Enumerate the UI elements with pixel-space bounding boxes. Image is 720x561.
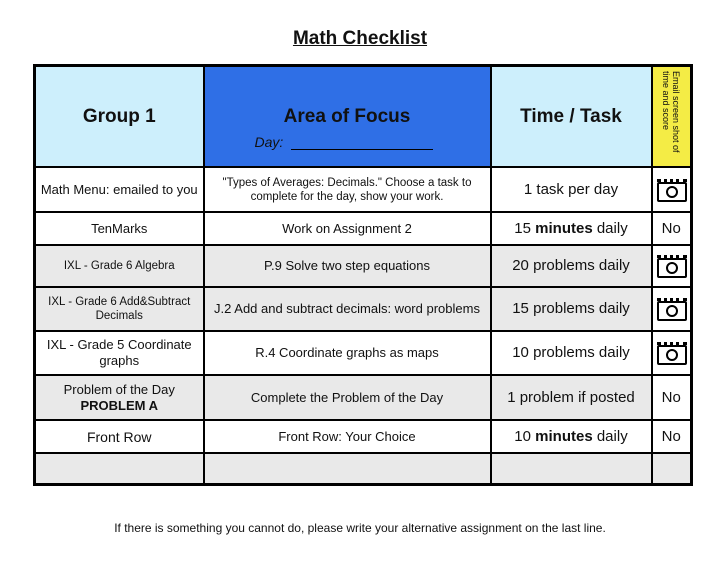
- time-bold-text: minutes: [535, 427, 593, 445]
- header-row: [35, 66, 692, 168]
- proof-cell: [652, 331, 692, 375]
- camera-icon: [656, 296, 686, 318]
- table-row: [35, 331, 692, 375]
- time-cell: [491, 212, 652, 245]
- group-cell: [35, 375, 204, 420]
- page-title: Math Checklist: [292, 28, 428, 49]
- header-area-of-focus: [204, 66, 491, 168]
- focus-cell: Front Row: Your Choice: [204, 420, 491, 453]
- time-cell: 1 problem if posted: [491, 375, 652, 420]
- checklist-table: [33, 64, 693, 486]
- proof-cell: No: [652, 375, 692, 420]
- proof-cell: [652, 287, 692, 331]
- focus-cell: Complete the Problem of the Day: [204, 375, 491, 420]
- camera-icon: [656, 253, 686, 275]
- focus-cell: "Types of Averages: Decimals." Choose a task to complete for the day, show your work.: [204, 167, 491, 212]
- focus-cell: R.4 Coordinate graphs as maps: [204, 331, 491, 375]
- focus-cell: P.9 Solve two step equations: [204, 245, 491, 287]
- group-bold-text: PROBLEM A: [80, 397, 159, 413]
- group-cell: IXL - Grade 6 Algebra: [35, 245, 204, 287]
- group-text: Problem of the Day: [63, 381, 175, 397]
- time-cell: 15 problems daily: [491, 287, 652, 331]
- header-email: [652, 66, 692, 168]
- header-group: Group 1: [35, 66, 204, 168]
- proof-cell: No: [652, 420, 692, 453]
- time-bold-text: minutes: [535, 219, 593, 237]
- footer-note: If there is something you cannot do, please write your alternative assignment on the last line.: [114, 521, 606, 535]
- time-text: 1 task per day: [523, 180, 619, 198]
- table-row: [35, 375, 692, 420]
- table-row: [35, 167, 692, 212]
- time-text: daily: [592, 427, 628, 445]
- group-cell: [35, 167, 204, 212]
- group-cell: IXL - Grade 6 Add&Subtract Decimals: [35, 287, 204, 331]
- time-cell: 10 problems daily: [491, 331, 652, 375]
- header-email-label: Email screen shot of time and score: [661, 70, 682, 153]
- proof-cell: No: [652, 212, 692, 245]
- blank-cell[interactable]: [652, 453, 692, 485]
- group-cell: IXL - Grade 5 Coordinate graphs: [35, 331, 204, 375]
- focus-cell: Work on Assignment 2: [204, 212, 491, 245]
- time-cell: [491, 167, 652, 212]
- table-row: [35, 287, 692, 331]
- group-cell: TenMarks: [35, 212, 204, 245]
- header-time-task: Time / Task: [491, 66, 652, 168]
- day-blank-line: [291, 135, 433, 150]
- time-text: daily: [592, 219, 628, 237]
- group-text: Math Menu: emailed to you: [40, 181, 198, 197]
- time-text: 10: [514, 427, 536, 445]
- blank-cell[interactable]: [204, 453, 491, 485]
- camera-icon: [656, 177, 686, 199]
- group-cell: Front Row: [35, 420, 204, 453]
- table-row: [35, 245, 692, 287]
- blank-alternative-row: [35, 453, 692, 485]
- time-cell: 20 problems daily: [491, 245, 652, 287]
- time-cell: [491, 420, 652, 453]
- blank-cell[interactable]: [491, 453, 652, 485]
- camera-icon: [656, 340, 686, 362]
- day-label: Day:: [254, 134, 284, 150]
- time-text: 15: [514, 219, 536, 237]
- table-row: [35, 212, 692, 245]
- day-field: [255, 134, 434, 150]
- focus-cell: J.2 Add and subtract decimals: word problems: [204, 287, 491, 331]
- header-focus-label: Area of Focus: [283, 105, 411, 127]
- table-row: [35, 420, 692, 453]
- proof-cell: [652, 245, 692, 287]
- proof-cell: [652, 167, 692, 212]
- blank-cell[interactable]: [35, 453, 204, 485]
